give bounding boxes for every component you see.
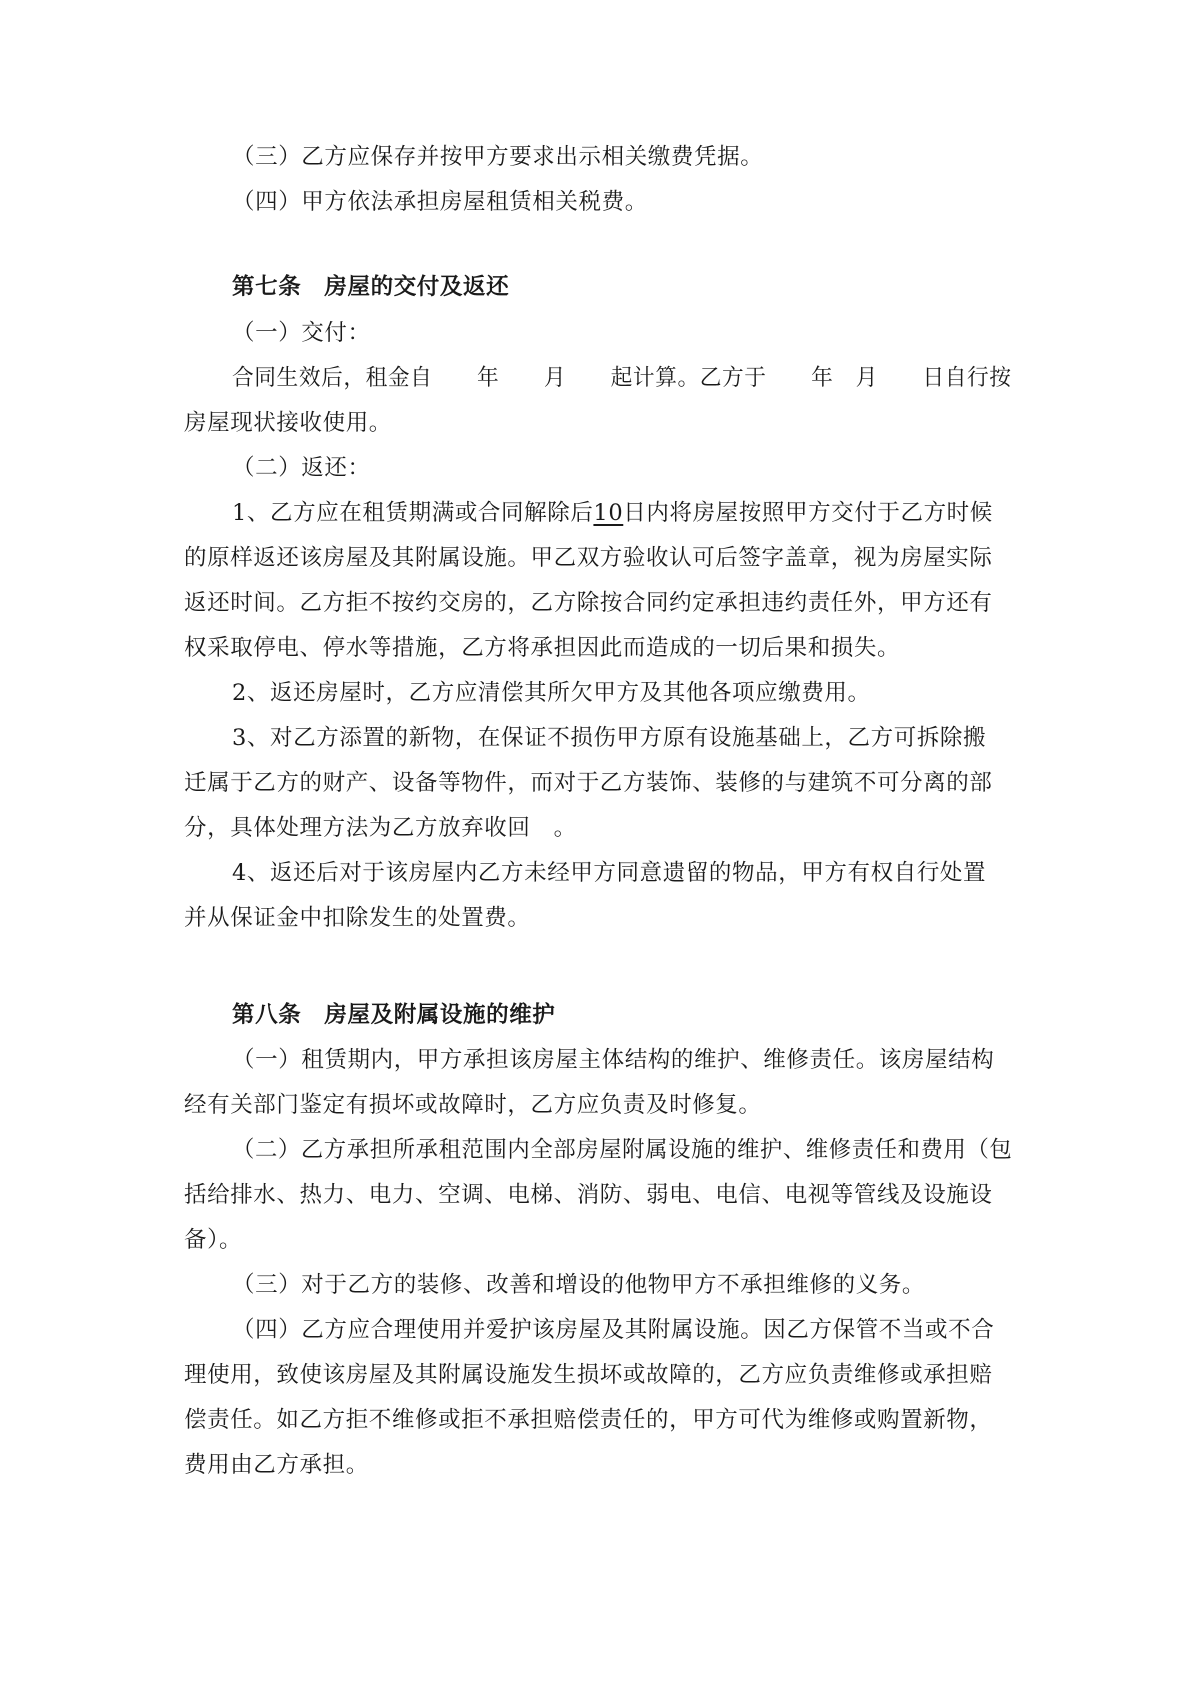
clause-8-2-line-3: 备）。: [184, 1227, 243, 1253]
item-1-prefix: 1、乙方应在租赁期满或合同解除后: [232, 500, 594, 526]
clause-8-2-line-2: 括给排水、热力、电力、空调、电梯、消防、弱电、电信、电视等管线及设施设: [184, 1182, 993, 1208]
clause-6-4: （四）甲方依法承担房屋租赁相关税费。: [232, 189, 648, 215]
clause-7-2-label: （二）返还：: [232, 455, 371, 481]
clause-7-2-item-1-line-2: 的原样返还该房屋及其附属设施。甲乙双方验收认可后签字盖章，视为房屋实际: [184, 545, 993, 571]
clause-8-3: （三）对于乙方的装修、改善和增设的他物甲方不承担维修的义务。: [232, 1272, 926, 1298]
clause-8-1-line-2: 经有关部门鉴定有损坏或故障时，乙方应负责及时修复。: [184, 1092, 762, 1118]
item-1-suffix: 日内将房屋按照甲方交付于乙方时候: [623, 500, 993, 526]
article-7-heading: 第七条 房屋的交付及返还: [232, 274, 510, 300]
clause-7-1-line-1: 合同生效后，租金自 年 月 起计算。乙方于 年 月 日自行按: [232, 365, 1012, 391]
clause-7-2-item-4-line-2: 并从保证金中扣除发生的处置费。: [184, 905, 531, 931]
clause-7-2-item-3-line-1: 3、对乙方添置的新物，在保证不损伤甲方原有设施基础上，乙方可拆除搬: [232, 725, 987, 751]
clause-7-2-item-4-line-1: 4、返还后对于该房屋内乙方未经甲方同意遗留的物品，甲方有权自行处置: [232, 860, 987, 886]
clause-8-2-line-1: （二）乙方承担所承租范围内全部房屋附属设施的维护、维修责任和费用（包: [232, 1137, 1013, 1163]
clause-8-4-line-4: 费用由乙方承担。: [184, 1452, 369, 1478]
article-8-heading: 第八条 房屋及附属设施的维护: [232, 1002, 556, 1028]
return-days-value: 10: [593, 500, 624, 526]
clause-7-1-label: （一）交付：: [232, 320, 371, 346]
clause-7-2-item-1-line-4: 权采取停电、停水等措施，乙方将承担因此而造成的一切后果和损失。: [184, 635, 901, 661]
clause-7-2-item-3-line-3: 分，具体处理方法为乙方放弃收回 。: [184, 815, 577, 841]
clause-7-2-item-1-line-3: 返还时间。乙方拒不按约交房的，乙方除按合同约定承担违约责任外，甲方还有: [184, 590, 993, 616]
clause-8-4-line-2: 理使用，致使该房屋及其附属设施发生损坏或故障的，乙方应负责维修或承担赔: [184, 1362, 993, 1388]
clause-7-2-item-2: 2、返还房屋时，乙方应清偿其所欠甲方及其他各项应缴费用。: [232, 680, 871, 706]
clause-8-4-line-1: （四）乙方应合理使用并爱护该房屋及其附属设施。因乙方保管不当或不合: [232, 1317, 995, 1343]
clause-8-4-line-3: 偿责任。如乙方拒不维修或拒不承担赔偿责任的，甲方可代为维修或购置新物，: [184, 1407, 993, 1433]
clause-7-1-line-2: 房屋现状接收使用。: [184, 410, 392, 436]
clause-8-1-line-1: （一）租赁期内，甲方承担该房屋主体结构的维护、维修责任。该房屋结构: [232, 1047, 995, 1073]
clause-7-2-item-3-line-2: 迁属于乙方的财产、设备等物件，而对于乙方装饰、装修的与建筑不可分离的部: [184, 770, 993, 796]
clause-7-2-item-1-line-1: [232, 502, 993, 525]
clause-6-3: （三）乙方应保存并按甲方要求出示相关缴费凭据。: [232, 144, 764, 170]
